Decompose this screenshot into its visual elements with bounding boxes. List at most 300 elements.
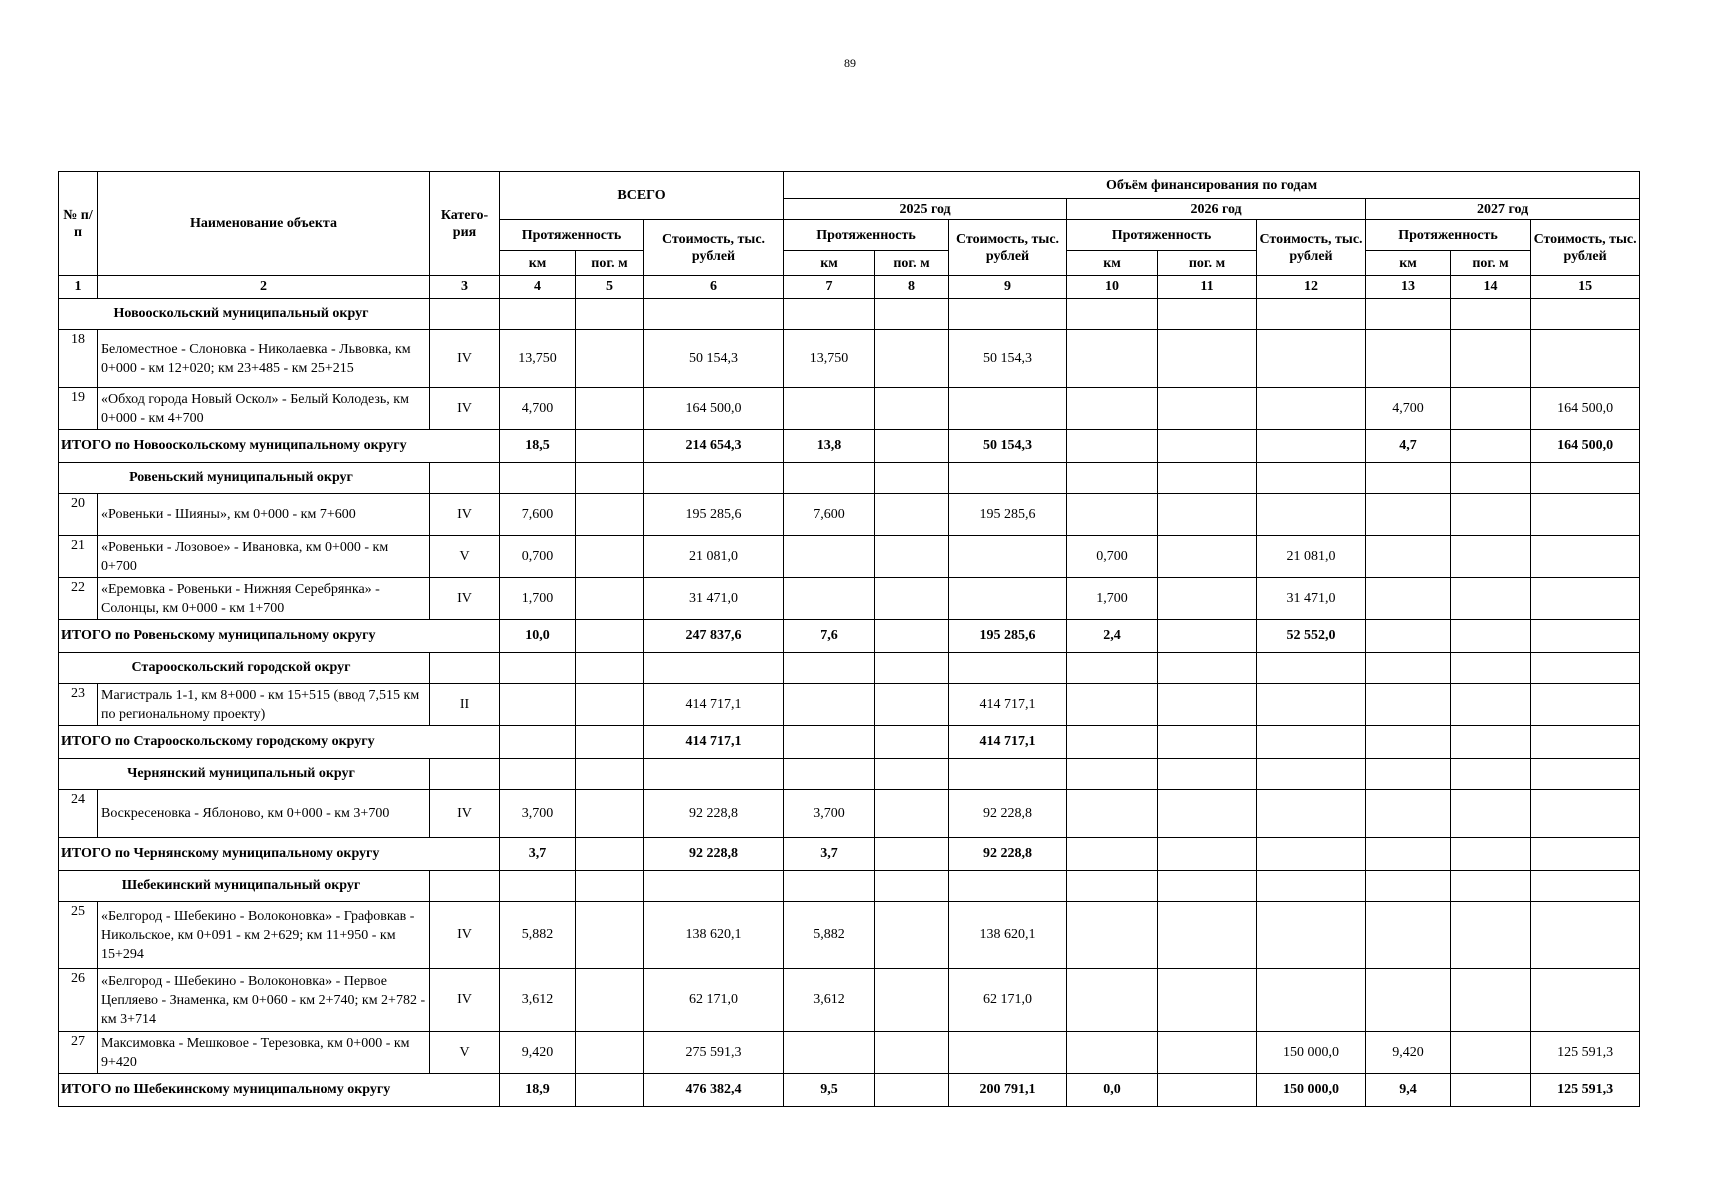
cell-2027-km: [1366, 969, 1451, 1032]
table-row: [59, 536, 1640, 578]
empty-cell: [1531, 653, 1640, 684]
col-number: 5: [576, 276, 644, 299]
category-cell: IV: [430, 494, 500, 536]
empty-cell: [430, 759, 500, 790]
total-2027-pm: [1451, 620, 1531, 653]
cell-km: 9,420: [500, 1032, 576, 1074]
empty-cell: [1451, 759, 1531, 790]
header-length: Протяженность: [784, 220, 949, 251]
empty-cell: [784, 463, 875, 494]
header-cost: Стоимость, тыс. рублей: [1257, 220, 1366, 276]
cell-2027-pm: [1451, 330, 1531, 388]
cell-2026-cost: 21 081,0: [1257, 536, 1366, 578]
total-pm: [576, 726, 644, 759]
total-pm: [576, 838, 644, 871]
cell-km: 0,700: [500, 536, 576, 578]
cell-2026-cost: [1257, 969, 1366, 1032]
cell-cost: 21 081,0: [644, 536, 784, 578]
empty-cell: [1451, 463, 1531, 494]
cell-2026-pm: [1158, 578, 1257, 620]
cell-2025-pm: [875, 790, 949, 838]
cell-2026-cost: [1257, 388, 1366, 430]
cell-2027-cost: [1531, 902, 1640, 969]
empty-cell: [644, 871, 784, 902]
empty-cell: [1531, 871, 1640, 902]
cell-2026-pm: [1158, 684, 1257, 726]
cell-2026-cost: [1257, 790, 1366, 838]
empty-cell: [644, 653, 784, 684]
empty-cell: [1531, 463, 1640, 494]
category-cell: II: [430, 684, 500, 726]
cell-km: 1,700: [500, 578, 576, 620]
header-km: км: [1366, 251, 1451, 276]
cell-2027-pm: [1451, 969, 1531, 1032]
row-number: 18: [59, 330, 98, 388]
total-2026-km: 2,4: [1067, 620, 1158, 653]
total-2025-cost: 195 285,6: [949, 620, 1067, 653]
cell-2026-pm: [1158, 969, 1257, 1032]
object-name: «Еремовка - Ровеньки - Нижняя Серебрянка» - Солонцы, км 0+000 - км 1+700: [98, 578, 430, 620]
cell-2025-cost: [949, 578, 1067, 620]
header-category: Катего-рия: [430, 172, 500, 276]
empty-cell: [1257, 463, 1366, 494]
row-number: 26: [59, 969, 98, 1032]
empty-cell: [1067, 653, 1158, 684]
empty-cell: [576, 871, 644, 902]
table-header: [59, 172, 1640, 276]
empty-cell: [949, 653, 1067, 684]
category-cell: IV: [430, 902, 500, 969]
total-2025-pm: [875, 1074, 949, 1107]
category-cell: IV: [430, 790, 500, 838]
table-row: [59, 388, 1640, 430]
cell-2026-km: [1067, 388, 1158, 430]
cell-cost: 50 154,3: [644, 330, 784, 388]
table-row: [59, 578, 1640, 620]
row-number: 22: [59, 578, 98, 620]
row-number: 24: [59, 790, 98, 838]
table-row: [59, 684, 1640, 726]
empty-cell: [1451, 299, 1531, 330]
cell-2027-cost: [1531, 969, 1640, 1032]
empty-cell: [949, 759, 1067, 790]
empty-cell: [1158, 299, 1257, 330]
total-2027-pm: [1451, 726, 1531, 759]
cell-pm: [576, 790, 644, 838]
section-title: Новооскольский муниципальный округ: [59, 299, 430, 330]
cell-2026-km: [1067, 1032, 1158, 1074]
header-pm: пог. м: [875, 251, 949, 276]
cell-cost: 275 591,3: [644, 1032, 784, 1074]
total-row: [59, 430, 1640, 463]
total-cost: 214 654,3: [644, 430, 784, 463]
total-2025-km: 9,5: [784, 1074, 875, 1107]
cell-2025-pm: [875, 494, 949, 536]
cell-2027-cost: [1531, 790, 1640, 838]
object-name: Воскресеновка - Яблоново, км 0+000 - км 3+700: [98, 790, 430, 838]
row-number: 27: [59, 1032, 98, 1074]
cell-2027-pm: [1451, 902, 1531, 969]
cell-2025-km: 3,700: [784, 790, 875, 838]
total-cost: 92 228,8: [644, 838, 784, 871]
cell-cost: 195 285,6: [644, 494, 784, 536]
total-2025-pm: [875, 430, 949, 463]
empty-cell: [1257, 299, 1366, 330]
cell-2025-km: [784, 684, 875, 726]
header-year-2027: 2027 год: [1366, 199, 1640, 220]
total-cost: 476 382,4: [644, 1074, 784, 1107]
cell-2026-km: [1067, 684, 1158, 726]
col-number: 2: [98, 276, 430, 299]
empty-cell: [1158, 871, 1257, 902]
cell-2026-pm: [1158, 1032, 1257, 1074]
col-number: 10: [1067, 276, 1158, 299]
cell-2026-km: [1067, 902, 1158, 969]
cell-2027-km: [1366, 902, 1451, 969]
total-pm: [576, 430, 644, 463]
header-pm: пог. м: [576, 251, 644, 276]
total-2025-pm: [875, 838, 949, 871]
empty-cell: [576, 653, 644, 684]
cell-2027-km: [1366, 330, 1451, 388]
empty-cell: [949, 871, 1067, 902]
cell-km: 7,600: [500, 494, 576, 536]
total-2027-km: 4,7: [1366, 430, 1451, 463]
header-km: км: [500, 251, 576, 276]
total-2025-pm: [875, 620, 949, 653]
section-title: Чернянский муниципальный округ: [59, 759, 430, 790]
cell-2025-cost: 62 171,0: [949, 969, 1067, 1032]
object-name: Беломестное - Слоновка - Николаевка - Львовка, км 0+000 - км 12+020; км 23+485 - км 25+215: [98, 330, 430, 388]
header-length: Протяженность: [1366, 220, 1531, 251]
cell-2026-pm: [1158, 330, 1257, 388]
empty-cell: [430, 653, 500, 684]
cell-2026-cost: [1257, 684, 1366, 726]
table-row: [59, 790, 1640, 838]
total-row: [59, 1074, 1640, 1107]
empty-cell: [1366, 653, 1451, 684]
object-name: «Ровеньки - Лозовое» - Ивановка, км 0+000 - км 0+700: [98, 536, 430, 578]
table-row: [59, 969, 1640, 1032]
header-cost-total: Стоимость, тыс. рублей: [644, 220, 784, 276]
cell-2027-pm: [1451, 388, 1531, 430]
cell-2025-cost: [949, 536, 1067, 578]
total-2026-cost: [1257, 838, 1366, 871]
total-2026-km: [1067, 726, 1158, 759]
table-row: [59, 1032, 1640, 1074]
col-number: 15: [1531, 276, 1640, 299]
total-2026-cost: [1257, 430, 1366, 463]
cell-2025-pm: [875, 536, 949, 578]
cell-cost: 62 171,0: [644, 969, 784, 1032]
page-number: 89: [844, 56, 856, 70]
total-km: 3,7: [500, 838, 576, 871]
total-2027-cost: 164 500,0: [1531, 430, 1640, 463]
total-2026-cost: 150 000,0: [1257, 1074, 1366, 1107]
cell-2027-pm: [1451, 494, 1531, 536]
empty-cell: [500, 463, 576, 494]
total-2026-pm: [1158, 430, 1257, 463]
cell-2027-pm: [1451, 684, 1531, 726]
cell-2025-km: [784, 578, 875, 620]
cell-km: 4,700: [500, 388, 576, 430]
category-cell: V: [430, 1032, 500, 1074]
col-number: 13: [1366, 276, 1451, 299]
empty-cell: [1366, 463, 1451, 494]
total-2027-pm: [1451, 838, 1531, 871]
object-name: «Белгород - Шебекино - Волоконовка» - Первое Цепляево - Знаменка, км 0+060 - км 2+740; км 2+782 - км 3+714: [98, 969, 430, 1032]
empty-cell: [1158, 653, 1257, 684]
empty-cell: [1067, 871, 1158, 902]
cell-2025-cost: 138 620,1: [949, 902, 1067, 969]
cell-pm: [576, 536, 644, 578]
cell-pm: [576, 684, 644, 726]
empty-cell: [875, 299, 949, 330]
table-row: [59, 330, 1640, 388]
col-number: 11: [1158, 276, 1257, 299]
cell-2025-km: [784, 536, 875, 578]
col-number: 4: [500, 276, 576, 299]
header-year-2026: 2026 год: [1067, 199, 1366, 220]
cell-2027-km: 9,420: [1366, 1032, 1451, 1074]
empty-cell: [784, 299, 875, 330]
cell-2025-km: [784, 388, 875, 430]
cell-km: 13,750: [500, 330, 576, 388]
empty-cell: [1257, 871, 1366, 902]
cell-2027-cost: [1531, 578, 1640, 620]
total-km: [500, 726, 576, 759]
total-row: [59, 726, 1640, 759]
cell-2025-km: 3,612: [784, 969, 875, 1032]
empty-cell: [1451, 653, 1531, 684]
cell-2026-cost: 150 000,0: [1257, 1032, 1366, 1074]
header-no: № п/п: [59, 172, 98, 276]
cell-2025-cost: 92 228,8: [949, 790, 1067, 838]
cell-2025-pm: [875, 330, 949, 388]
cell-km: 3,612: [500, 969, 576, 1032]
header-km: км: [1067, 251, 1158, 276]
cell-cost: 31 471,0: [644, 578, 784, 620]
total-2025-km: 13,8: [784, 430, 875, 463]
section-title-row: [59, 653, 1640, 684]
empty-cell: [1158, 759, 1257, 790]
cell-2026-cost: 31 471,0: [1257, 578, 1366, 620]
cell-2025-km: 7,600: [784, 494, 875, 536]
empty-cell: [875, 871, 949, 902]
total-pm: [576, 620, 644, 653]
category-cell: IV: [430, 969, 500, 1032]
cell-pm: [576, 1032, 644, 1074]
total-km: 10,0: [500, 620, 576, 653]
total-2026-cost: [1257, 726, 1366, 759]
empty-cell: [1451, 871, 1531, 902]
cell-2027-cost: 164 500,0: [1531, 388, 1640, 430]
column-number-row: [59, 276, 1640, 299]
total-2025-km: 7,6: [784, 620, 875, 653]
total-pm: [576, 1074, 644, 1107]
row-number: 21: [59, 536, 98, 578]
total-2026-cost: 52 552,0: [1257, 620, 1366, 653]
empty-cell: [500, 871, 576, 902]
cell-2025-pm: [875, 1032, 949, 1074]
cell-2025-cost: 414 717,1: [949, 684, 1067, 726]
section-title-row: [59, 871, 1640, 902]
col-number: 9: [949, 276, 1067, 299]
header-cost: Стоимость, тыс. рублей: [949, 220, 1067, 276]
total-2026-pm: [1158, 1074, 1257, 1107]
total-row: [59, 620, 1640, 653]
section-title-row: [59, 299, 1640, 330]
empty-cell: [1067, 759, 1158, 790]
total-2027-cost: [1531, 838, 1640, 871]
cell-2027-km: [1366, 494, 1451, 536]
empty-cell: [644, 463, 784, 494]
cell-2026-km: [1067, 494, 1158, 536]
cell-2027-pm: [1451, 1032, 1531, 1074]
total-cost: 414 717,1: [644, 726, 784, 759]
empty-cell: [576, 463, 644, 494]
total-2026-pm: [1158, 838, 1257, 871]
section-title-row: [59, 463, 1640, 494]
cell-cost: 164 500,0: [644, 388, 784, 430]
cell-2026-km: 0,700: [1067, 536, 1158, 578]
empty-cell: [784, 871, 875, 902]
cell-2027-pm: [1451, 578, 1531, 620]
cell-km: 3,700: [500, 790, 576, 838]
section-title: Ровеньский муниципальный округ: [59, 463, 430, 494]
total-2025-km: [784, 726, 875, 759]
object-name: «Обход города Новый Оскол» - Белый Колодезь, км 0+000 - км 4+700: [98, 388, 430, 430]
cell-pm: [576, 969, 644, 1032]
cell-2027-pm: [1451, 536, 1531, 578]
cell-2027-pm: [1451, 790, 1531, 838]
row-number: 20: [59, 494, 98, 536]
total-2027-pm: [1451, 1074, 1531, 1107]
total-2025-cost: 50 154,3: [949, 430, 1067, 463]
total-2026-km: [1067, 430, 1158, 463]
cell-2025-cost: 195 285,6: [949, 494, 1067, 536]
empty-cell: [430, 463, 500, 494]
object-name: Магистраль 1-1, км 8+000 - км 15+515 (ввод 7,515 км по региональному проекту): [98, 684, 430, 726]
total-cost: 247 837,6: [644, 620, 784, 653]
total-label: ИТОГО по Старооскольскому городскому округу: [59, 726, 500, 759]
section-title-row: [59, 759, 1640, 790]
header-year-2025: 2025 год: [784, 199, 1067, 220]
cell-pm: [576, 330, 644, 388]
empty-cell: [1531, 759, 1640, 790]
cell-2026-cost: [1257, 494, 1366, 536]
empty-cell: [644, 759, 784, 790]
total-label: ИТОГО по Новооскольскому муниципальному округу: [59, 430, 500, 463]
cell-2027-cost: 125 591,3: [1531, 1032, 1640, 1074]
header-km: км: [784, 251, 875, 276]
cell-2025-pm: [875, 578, 949, 620]
table-row: [59, 494, 1640, 536]
col-number: 6: [644, 276, 784, 299]
total-2026-pm: [1158, 620, 1257, 653]
header-pm: пог. м: [1451, 251, 1531, 276]
cell-2025-cost: [949, 1032, 1067, 1074]
total-row: [59, 838, 1640, 871]
cell-2025-pm: [875, 388, 949, 430]
total-2027-km: [1366, 620, 1451, 653]
cell-2025-km: 5,882: [784, 902, 875, 969]
table-body: [59, 276, 1640, 1107]
row-number: 19: [59, 388, 98, 430]
empty-cell: [430, 299, 500, 330]
row-number: 23: [59, 684, 98, 726]
cell-2025-pm: [875, 902, 949, 969]
total-km: 18,9: [500, 1074, 576, 1107]
cell-2026-pm: [1158, 536, 1257, 578]
total-label: ИТОГО по Ровеньскому муниципальному округу: [59, 620, 500, 653]
empty-cell: [500, 653, 576, 684]
object-name: «Белгород - Шебекино - Волоконовка» - Графовкав - Никольское, км 0+091 - км 2+629; км 11+950 - км 15+294: [98, 902, 430, 969]
total-2027-pm: [1451, 430, 1531, 463]
category-cell: IV: [430, 578, 500, 620]
empty-cell: [500, 759, 576, 790]
cell-cost: 92 228,8: [644, 790, 784, 838]
empty-cell: [430, 871, 500, 902]
cell-2025-km: [784, 1032, 875, 1074]
cell-2027-km: [1366, 684, 1451, 726]
header-pm: пог. м: [1158, 251, 1257, 276]
total-2026-pm: [1158, 726, 1257, 759]
table-row: [59, 902, 1640, 969]
cell-2026-pm: [1158, 902, 1257, 969]
cell-cost: 414 717,1: [644, 684, 784, 726]
cell-2027-km: 4,700: [1366, 388, 1451, 430]
empty-cell: [1257, 653, 1366, 684]
cell-cost: 138 620,1: [644, 902, 784, 969]
cell-2027-cost: [1531, 684, 1640, 726]
section-title: Шебекинский муниципальный округ: [59, 871, 430, 902]
cell-km: 5,882: [500, 902, 576, 969]
total-2025-km: 3,7: [784, 838, 875, 871]
empty-cell: [949, 463, 1067, 494]
funding-table: [58, 171, 1640, 1107]
header-name: Наименование объекта: [98, 172, 430, 276]
cell-km: [500, 684, 576, 726]
col-number: 7: [784, 276, 875, 299]
header-length: Протяженность: [1067, 220, 1257, 251]
empty-cell: [500, 299, 576, 330]
cell-2026-cost: [1257, 902, 1366, 969]
empty-cell: [1158, 463, 1257, 494]
empty-cell: [1366, 759, 1451, 790]
header-cost: Стоимость, тыс. рублей: [1531, 220, 1640, 276]
empty-cell: [875, 653, 949, 684]
object-name: Максимовка - Мешковое - Терезовка, км 0+000 - км 9+420: [98, 1032, 430, 1074]
cell-2025-pm: [875, 684, 949, 726]
cell-2027-cost: [1531, 536, 1640, 578]
cell-2026-pm: [1158, 494, 1257, 536]
total-label: ИТОГО по Шебекинскому муниципальному округу: [59, 1074, 500, 1107]
header-length: Протяженность: [500, 220, 644, 251]
empty-cell: [1366, 871, 1451, 902]
empty-cell: [1531, 299, 1640, 330]
empty-cell: [576, 299, 644, 330]
row-number: 25: [59, 902, 98, 969]
cell-2027-cost: [1531, 330, 1640, 388]
total-2026-km: 0,0: [1067, 1074, 1158, 1107]
cell-2025-pm: [875, 969, 949, 1032]
header-total: ВСЕГО: [500, 172, 784, 220]
category-cell: IV: [430, 330, 500, 388]
total-2027-km: [1366, 726, 1451, 759]
empty-cell: [1366, 299, 1451, 330]
cell-2026-cost: [1257, 330, 1366, 388]
